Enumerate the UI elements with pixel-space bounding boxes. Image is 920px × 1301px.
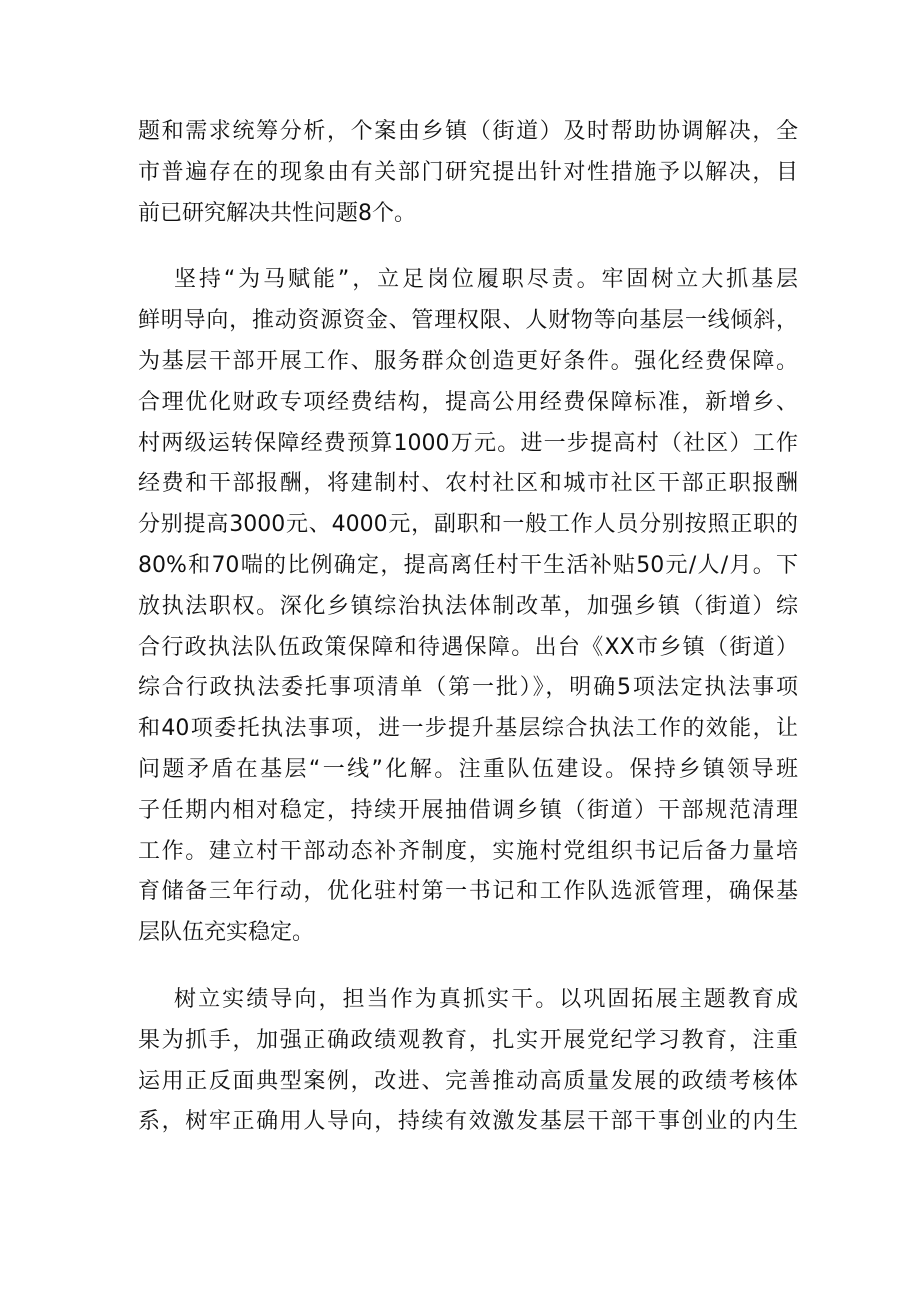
- text-line: 分别提高3000元、4000元，副职和一般工作人员分别按照正职的: [138, 512, 798, 538]
- text-line: 坚持“为马赋能”，立足岗位履职尽责。牢固树立大抓基层: [174, 267, 798, 293]
- text-line: 市普遍存在的现象由有关部门研究提出针对性措施予以解决，目: [138, 159, 798, 185]
- text-line: 工作。建立村干部动态补齐制度，实施村党组织书记后备力量培: [138, 838, 798, 864]
- text-line: 和40项委托执法事项，进一步提升基层综合执法工作的效能，让: [138, 716, 798, 742]
- text-line: 综合行政执法委托事项清单（第一批）》，明确5项法定执法事项: [138, 675, 798, 701]
- text-line: 为基层干部开展工作、服务群众创造更好条件。强化经费保障。: [138, 348, 798, 374]
- text-line: 80%和70喘的比例确定，提高离任村干生活补贴50元/人/月。下: [138, 552, 798, 578]
- text-line: 合理优化财政专项经费结构，提高公用经费保障标准，新增乡、: [138, 389, 798, 415]
- text-line: 村两级运转保障经费预算1000万元。进一步提高村（社区）工作: [138, 430, 798, 456]
- text-line: 题和需求统筹分析，个案由乡镇（街道）及时帮助协调解决，全: [138, 119, 798, 144]
- text-line: 子任期内相对稳定，持续开展抽借调乡镇（街道）干部规范清理: [138, 797, 798, 823]
- text-line: 系，树牢正确用人导向，持续有效激发基层干部干事创业的内生: [138, 1109, 798, 1135]
- text-line: 放执法职权。深化乡镇综治执法体制改革，加强乡镇（街道）综: [138, 593, 798, 619]
- paragraph-1: [138, 112, 798, 234]
- text-line: 树立实绩导向，担当作为真抓实干。以巩固拓展主题教育成: [174, 986, 798, 1012]
- paragraph-gap: [138, 234, 798, 260]
- text-line: 运用正反面典型案例，改进、完善推动高质量发展的政绩考核体: [138, 1068, 798, 1094]
- paragraph-2: [138, 260, 798, 954]
- text-line: 层队伍充实稳定。: [138, 920, 315, 946]
- text-line: 鲜明导向，推动资源资金、管理权限、人财物等向基层一线倾斜，: [138, 308, 798, 334]
- paragraph-gap: [138, 954, 798, 980]
- text-line: 前已研究解决共性问题8个。: [138, 200, 416, 226]
- text-line: 合行政执法队伍政策保障和待遇保障。出台《XX市乡镇（街道）: [138, 634, 798, 660]
- text-line: 问题矛盾在基层“一线”化解。注重队伍建设。保持乡镇领导班: [138, 756, 798, 782]
- document-body: [138, 112, 798, 1143]
- text-line: 经费和干部报酬，将建制村、农村社区和城市社区干部正职报酬: [138, 471, 798, 497]
- paragraph-3: [138, 980, 798, 1143]
- text-line: 育储备三年行动，优化驻村第一书记和工作队选派管理，确保基: [138, 879, 798, 905]
- text-line: 果为抓手，加强正确政绩观教育，扎实开展党纪学习教育，注重: [138, 1027, 798, 1053]
